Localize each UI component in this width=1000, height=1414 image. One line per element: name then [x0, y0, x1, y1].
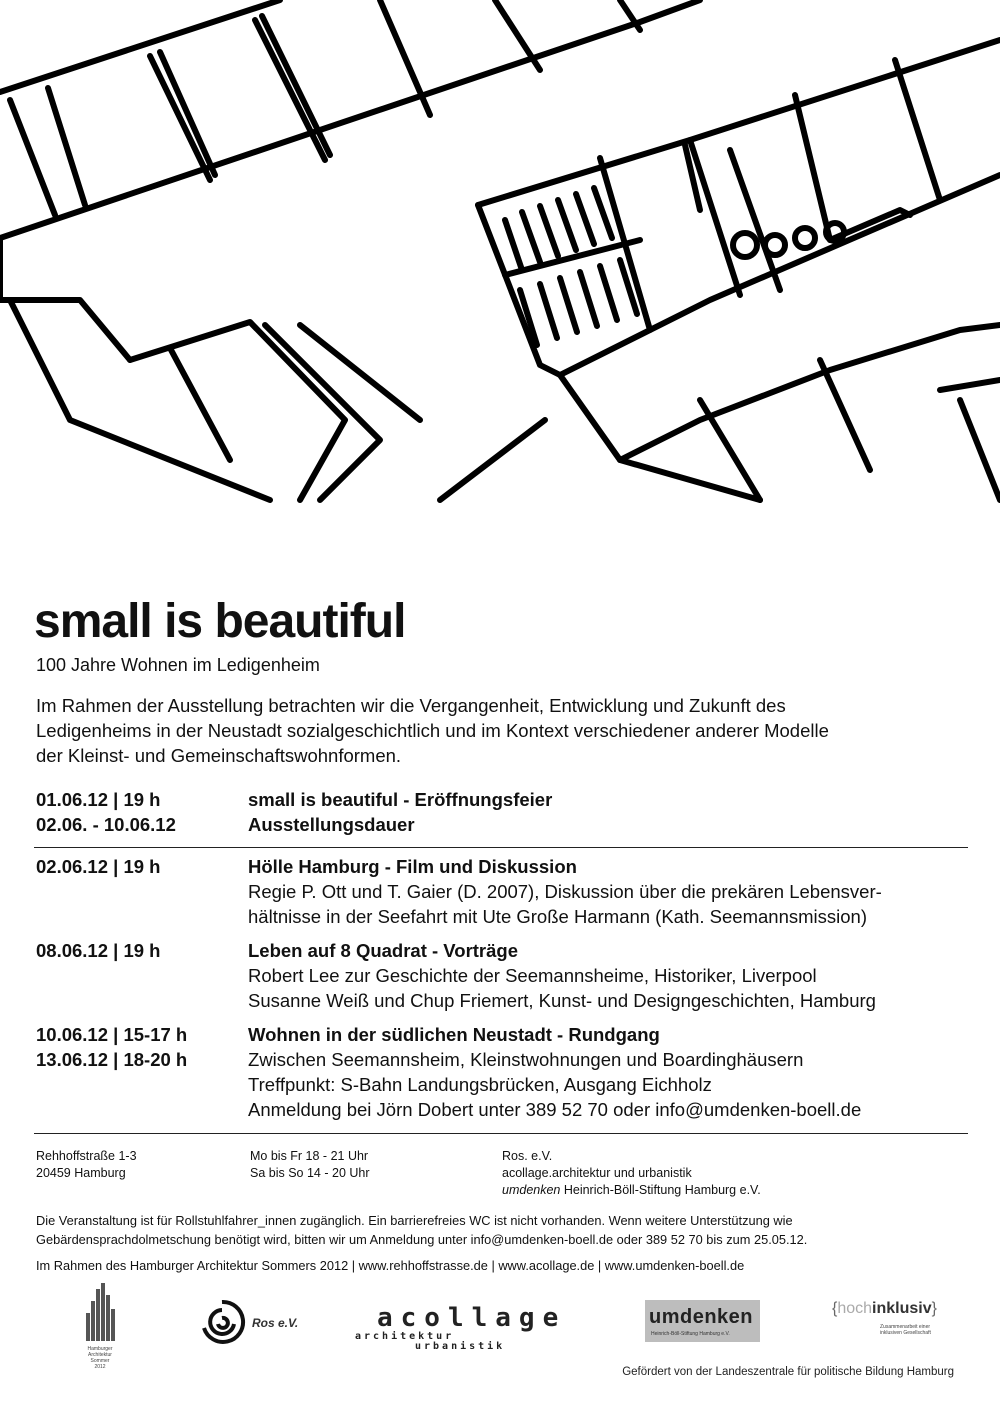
event-heading: Wohnen in der südlichen Neustadt - Rundgang	[248, 1024, 660, 1045]
intro-line: der Kleinst- und Gemeinschaftswohnformen.	[36, 745, 402, 766]
accessibility-note	[36, 1211, 976, 1249]
event-detail: Susanne Weiß und Chup Friemert, Kunst- und Designgeschichten, Hamburg	[248, 990, 876, 1011]
event-detail: Anmeldung bei Jörn Dobert unter 389 52 70 oder info@umdenken-boell.de	[248, 1099, 862, 1120]
intro-line: Im Rahmen der Ausstellung betrachten wir die Vergangenheit, Entwicklung und Zukunft des	[36, 695, 786, 716]
event-date: 02.06. - 10.06.12	[36, 814, 176, 835]
hours-line: Sa bis So 14 - 20 Uhr	[250, 1166, 370, 1180]
organizer-line	[502, 1182, 761, 1199]
event-heading: Hölle Hamburg - Film und Diskussion	[248, 856, 577, 877]
intro-paragraph	[36, 693, 976, 768]
poster-subtitle: 100 Jahre Wohnen im Ledigenheim	[36, 655, 320, 675]
hochinklusiv-logo	[832, 1300, 962, 1350]
event-detail: Regie P. Ott und T. Gaier (D. 2007), Diskussion über die prekären Lebensver-	[248, 881, 882, 902]
event-date: 08.06.12 | 19 h	[36, 940, 161, 961]
funding-note: Gefördert von der Landeszentrale für politische Bildung Hamburg	[622, 1366, 954, 1378]
schedule-opening	[36, 788, 976, 838]
ros-swirl-icon	[198, 1298, 246, 1346]
hochinklusiv-sub-line: Zusammenarbeit einer	[880, 1324, 931, 1330]
organizer-line: Ros. e.V.	[502, 1149, 553, 1163]
event-item	[36, 1023, 976, 1123]
organizers-block	[502, 1148, 761, 1199]
event-date: 10.06.12 | 15-17 h	[36, 1024, 188, 1045]
umdenken-logo-text: umdenken	[649, 1306, 754, 1328]
event-heading: Leben auf 8 Quadrat - Vorträge	[248, 940, 519, 961]
event-date: 01.06.12 | 19 h	[36, 789, 161, 810]
floor-plan-illustration	[0, 0, 1000, 505]
ros-logo	[198, 1298, 308, 1348]
has-logo-line: Architektur Sommer	[88, 1352, 112, 1364]
umdenken-logo-subtext: Heinrich-Böll-Stiftung Hamburg e.V.	[651, 1331, 730, 1337]
hochinklusiv-logo-text: {hochinklusiv}	[832, 1300, 937, 1317]
hours-line: Mo bis Fr 18 - 21 Uhr	[250, 1149, 369, 1163]
accessibility-line: Die Veranstaltung ist für Rollstuhlfahrer_innen zugänglich. Ein barrierefreies WC ist nicht vorhanden. Wenn weitere Unterstützung wie	[36, 1213, 793, 1228]
has-logo-line: Hamburger	[87, 1346, 113, 1352]
event-item	[36, 855, 976, 930]
ros-logo-text: Ros e.V.	[252, 1316, 299, 1330]
has-logo	[80, 1283, 120, 1370]
event-detail: Treffpunkt: S-Bahn Landungsbrücken, Ausgang Eichholz	[248, 1074, 712, 1095]
hochinklusiv-subtext	[880, 1324, 931, 1336]
acollage-sub-urbanistik: urbanistik	[415, 1341, 506, 1352]
divider	[34, 1133, 968, 1134]
event-item	[36, 939, 976, 1014]
framework-line: Im Rahmen des Hamburger Architektur Sommers 2012 | www.rehhoffstrasse.de | www.acollage.de | www.umdenken-boell.de	[36, 1258, 745, 1273]
acollage-logo	[355, 1303, 585, 1353]
poster-title: small is beautiful	[34, 595, 406, 648]
organizer-name-rest: Heinrich-Böll-Stiftung Hamburg e.V.	[560, 1183, 761, 1197]
umdenken-logo	[645, 1300, 760, 1342]
hochinklusiv-part-a: hoch	[837, 1300, 873, 1317]
acollage-sub-architektur: architektur	[355, 1331, 455, 1342]
event-detail: Zwischen Seemannsheim, Kleinstwohnungen und Boardinghäusern	[248, 1049, 804, 1070]
hochinklusiv-sub-line: inklusiven Gesellschaft	[880, 1330, 931, 1336]
intro-line: Ledigenheims in der Neustadt sozialgeschichtlich und im Kontext verschiedener anderer Modelle	[36, 720, 829, 741]
event-date: 13.06.12 | 18-20 h	[36, 1049, 188, 1070]
accessibility-line: Gebärdensprachdolmetschung benötigt wird, bitten wir um Anmeldung unter info@umdenken-boell.de oder 389 52 70 bis zum 25.05.12.	[36, 1232, 808, 1247]
acollage-logo-text: acollage	[377, 1303, 567, 1333]
hochinklusiv-part-b: inklusiv	[872, 1300, 932, 1317]
event-heading: small is beautiful - Eröffnungsfeier	[248, 789, 553, 810]
event-date: 02.06.12 | 19 h	[36, 856, 161, 877]
opening-hours	[250, 1148, 370, 1182]
organizer-line: acollage.architektur und urbanistik	[502, 1166, 692, 1180]
event-heading: Ausstellungsdauer	[248, 814, 415, 835]
has-logo-line: 2012	[94, 1364, 106, 1370]
skyline-icon	[80, 1283, 120, 1341]
event-detail: Robert Lee zur Geschichte der Seemannsheime, Historiker, Liverpool	[248, 965, 817, 986]
has-logo-text	[80, 1346, 120, 1370]
address-line: Rehhoffstraße 1-3	[36, 1149, 137, 1163]
address-line: 20459 Hamburg	[36, 1166, 126, 1180]
organizer-name-italic: umdenken	[502, 1183, 561, 1197]
divider	[34, 847, 968, 848]
event-detail: hältnisse in der Seefahrt mit Ute Große Harmann (Kath. Seemannsmission)	[248, 906, 867, 927]
address-block	[36, 1148, 137, 1182]
